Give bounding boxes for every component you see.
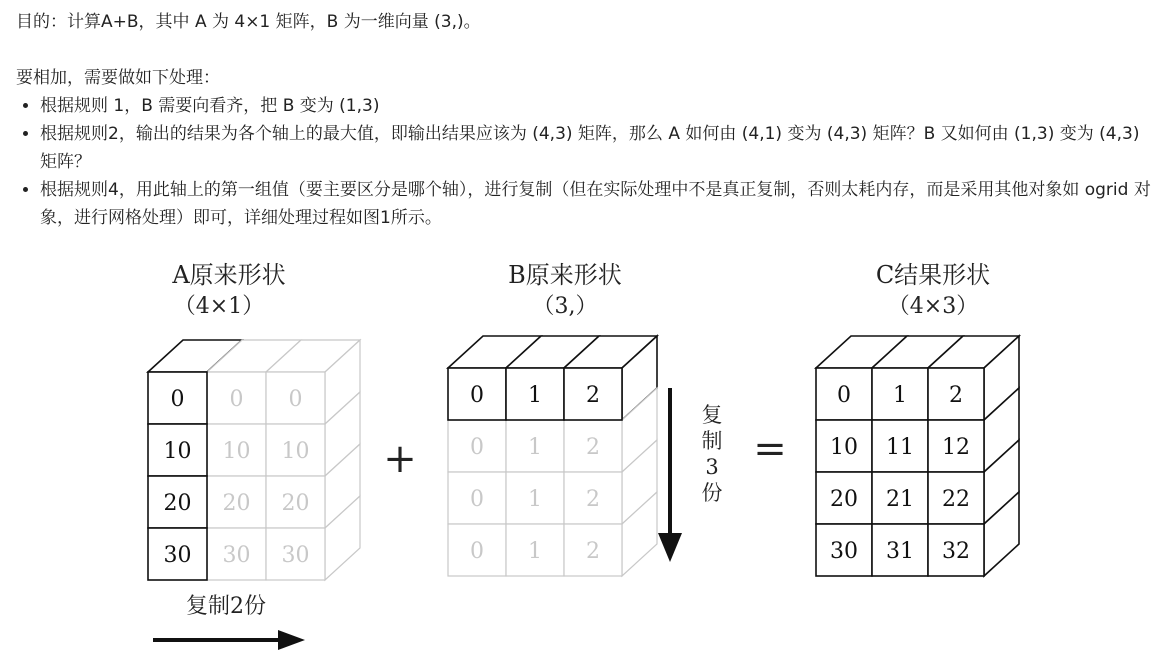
cell-value: 20 — [163, 491, 192, 516]
cell-value: 22 — [942, 487, 970, 512]
cell-value: 32 — [942, 539, 970, 564]
cell-value: 30 — [281, 543, 310, 568]
copy-three-char: 3 — [705, 455, 719, 479]
steps-list — [16, 92, 1151, 232]
b-shape: （3,） — [532, 294, 598, 319]
equals-sign: = — [753, 426, 787, 472]
cell-value: 1 — [528, 435, 542, 460]
cell-value: 2 — [586, 435, 600, 460]
cell-value: 10 — [830, 435, 858, 460]
b-title: B原来形状 — [508, 261, 622, 289]
cell-value: 10 — [222, 439, 251, 464]
cell-value: 2 — [586, 539, 600, 564]
cell-value: 0 — [170, 387, 185, 412]
cell-value: 12 — [942, 435, 970, 460]
list-item: • 根据规则2，输出的结果为各个轴上的最大值，即输出结果应该为 (4,3) 矩阵，那么 A 如何由 (4,1) 变为 (4,3) 矩阵？B 又如何由 (1,3) 变为 (4,3) 矩阵？ — [40, 120, 1151, 176]
cell-value: 0 — [470, 383, 484, 408]
plus-sign: + — [383, 436, 417, 482]
cell-value: 31 — [886, 539, 914, 564]
copy-three-char: 制 — [701, 429, 723, 453]
cell-value: 1 — [893, 383, 907, 408]
cell-value: 2 — [949, 383, 963, 408]
c-shape: （4×3） — [887, 294, 979, 319]
list-item: • 根据规则4，用此轴上的第一组值（要主要区分是哪个轴），进行复制（但在实际处理中不是真正复制，否则太耗内存，而是采用其他对象如 ogrid 对象，进行网格处理）即可，详细处理过程如图1所示。 — [40, 176, 1151, 232]
copy-three-char: 复 — [701, 403, 723, 427]
cell-value: 1 — [528, 383, 542, 408]
cell-value: 1 — [528, 487, 542, 512]
cell-value: 20 — [830, 487, 858, 512]
a-shape: （4×1） — [173, 294, 265, 319]
cell-value: 10 — [281, 439, 310, 464]
cell-value: 0 — [470, 487, 484, 512]
cell-value: 0 — [470, 539, 484, 564]
article — [16, 8, 1151, 232]
down-arrow-icon — [658, 388, 682, 562]
spacer — [16, 36, 1151, 64]
broadcast-figure — [0, 250, 1160, 661]
c-title: C结果形状 — [875, 261, 991, 289]
a-title: A原来形状 — [172, 261, 286, 289]
cell-value: 0 — [229, 387, 244, 412]
cell-value: 11 — [886, 435, 914, 460]
cell-value: 30 — [163, 543, 192, 568]
list-item: • 根据规则 1，B 需要向看齐，把 B 变为 (1,3) — [40, 92, 1151, 120]
intro-text: 要相加，需要做如下处理： — [16, 68, 220, 88]
cell-value: 30 — [222, 543, 251, 568]
right-arrow-icon — [153, 630, 305, 650]
cell-value: 10 — [163, 439, 192, 464]
cell-value: 30 — [830, 539, 858, 564]
cell-value: 0 — [288, 387, 303, 412]
cell-value: 2 — [586, 383, 600, 408]
cell-value: 0 — [470, 435, 484, 460]
cell-value: 21 — [886, 487, 914, 512]
cube-grids — [148, 336, 1019, 580]
broadcast-diagram — [0, 250, 1160, 661]
copy-three-char: 份 — [701, 481, 723, 505]
cell-value: 1 — [528, 539, 542, 564]
cell-value: 0 — [837, 383, 851, 408]
cell-value: 2 — [586, 487, 600, 512]
purpose-text: 目的：计算A+B，其中 A 为 4×1 矩阵，B 为一维向量 (3,)。 — [16, 12, 481, 32]
cell-value: 20 — [281, 491, 310, 516]
cell-value: 20 — [222, 491, 251, 516]
copy-two-label: 复制2份 — [186, 594, 266, 619]
